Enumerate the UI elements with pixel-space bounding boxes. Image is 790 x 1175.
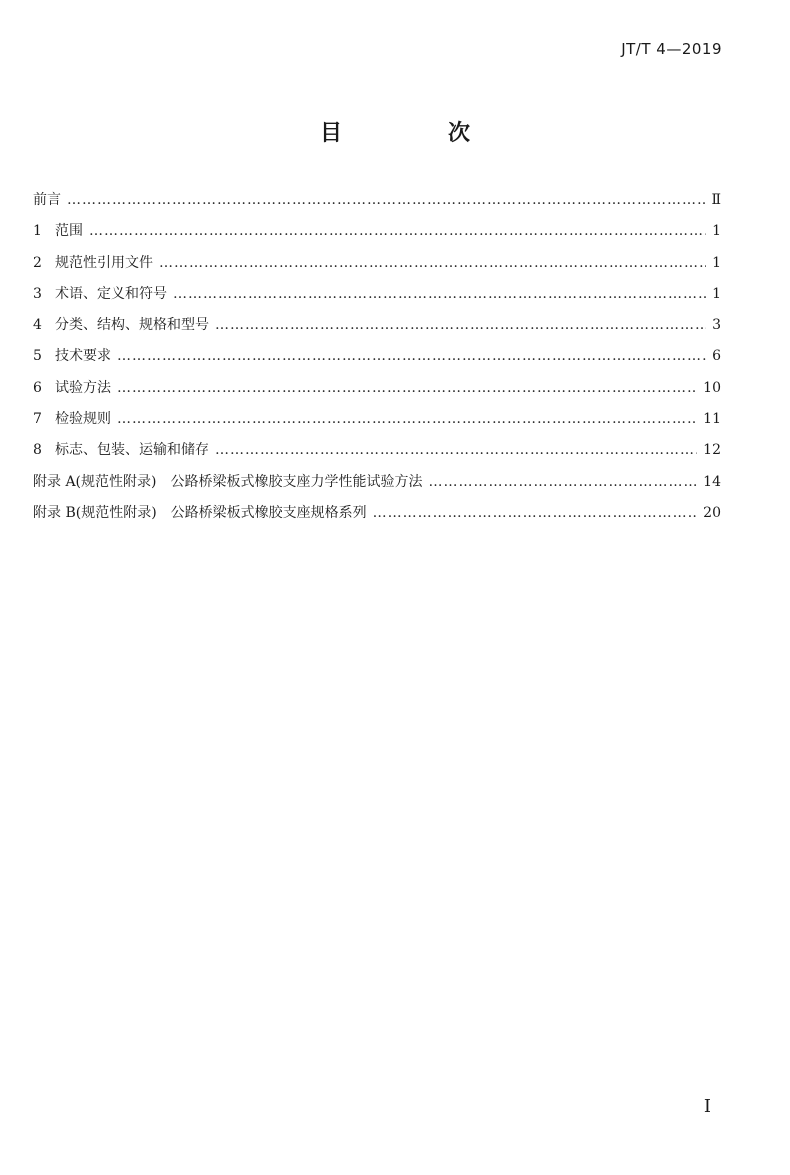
toc-entry-number: 3: [33, 285, 42, 302]
table-of-contents: [33, 185, 721, 529]
toc-entry-8[interactable]: [33, 435, 721, 466]
toc-entry-page: Ⅱ: [711, 192, 721, 208]
toc-entry-appendix-a[interactable]: [33, 467, 721, 498]
standard-code: JT/T 4—2019: [621, 40, 722, 58]
toc-entry-6[interactable]: [33, 373, 721, 404]
toc-entry-1[interactable]: [33, 216, 721, 247]
toc-entry-page: 10: [703, 379, 721, 396]
toc-entry-page: 12: [703, 442, 721, 459]
toc-entry-page: 14: [703, 473, 721, 490]
toc-entry-page: 3: [712, 317, 721, 334]
toc-leader-dots: [89, 216, 706, 247]
toc-entry-label: 检验规则: [55, 411, 111, 428]
toc-leader-dots: [67, 185, 705, 216]
toc-leader-dots: [428, 467, 697, 498]
toc-entry-number: 6: [33, 379, 42, 396]
toc-entry-number: 4: [33, 317, 42, 334]
toc-entry-label: 附录 B(规范性附录) 公路桥梁板式橡胶支座规格系列: [33, 504, 367, 521]
toc-entry-number: 8: [33, 442, 42, 459]
toc-entry-4[interactable]: [33, 310, 721, 341]
toc-entry-label: 标志、包装、运输和储存: [55, 442, 209, 459]
toc-entry-label: 附录 A(规范性附录) 公路桥梁板式橡胶支座力学性能试验方法: [33, 473, 423, 490]
toc-leader-dots: [215, 435, 697, 466]
toc-entry-3[interactable]: [33, 279, 721, 310]
page-number: Ⅰ: [703, 1096, 711, 1117]
toc-entry-number: 5: [33, 348, 42, 365]
toc-entry-label: 前言: [33, 192, 61, 208]
toc-leader-dots: [117, 373, 697, 404]
toc-entry-number: 1: [33, 223, 42, 240]
toc-entry-label: 规范性引用文件: [55, 254, 153, 271]
toc-leader-dots: [373, 498, 698, 529]
toc-entry-page: 1: [712, 254, 721, 271]
toc-entry-number: 2: [33, 254, 42, 271]
toc-entry-page: 1: [712, 285, 721, 302]
toc-leader-dots: [117, 341, 706, 372]
page-title: 目 次: [319, 121, 512, 146]
toc-entry-7[interactable]: [33, 404, 721, 435]
toc-entry-label: 试验方法: [55, 379, 111, 396]
toc-entry-5[interactable]: [33, 341, 721, 372]
toc-entry-number: 7: [33, 411, 42, 428]
toc-leader-dots: [173, 279, 706, 310]
toc-leader-dots: [117, 404, 697, 435]
toc-entry-label: 术语、定义和符号: [55, 285, 167, 302]
toc-entry-label: 范围: [55, 223, 83, 240]
toc-entry-page: 11: [703, 411, 721, 428]
toc-entry-label: 技术要求: [55, 348, 111, 365]
toc-entry-page: 20: [703, 504, 721, 521]
toc-entry-label: 分类、结构、规格和型号: [55, 317, 209, 334]
toc-entry-2[interactable]: [33, 248, 721, 279]
toc-entry-foreword[interactable]: [33, 185, 721, 216]
toc-entry-page: 6: [712, 348, 721, 365]
toc-entry-page: 1: [712, 223, 721, 240]
toc-leader-dots: [215, 310, 706, 341]
toc-entry-appendix-b[interactable]: [33, 498, 721, 529]
toc-leader-dots: [159, 248, 706, 279]
